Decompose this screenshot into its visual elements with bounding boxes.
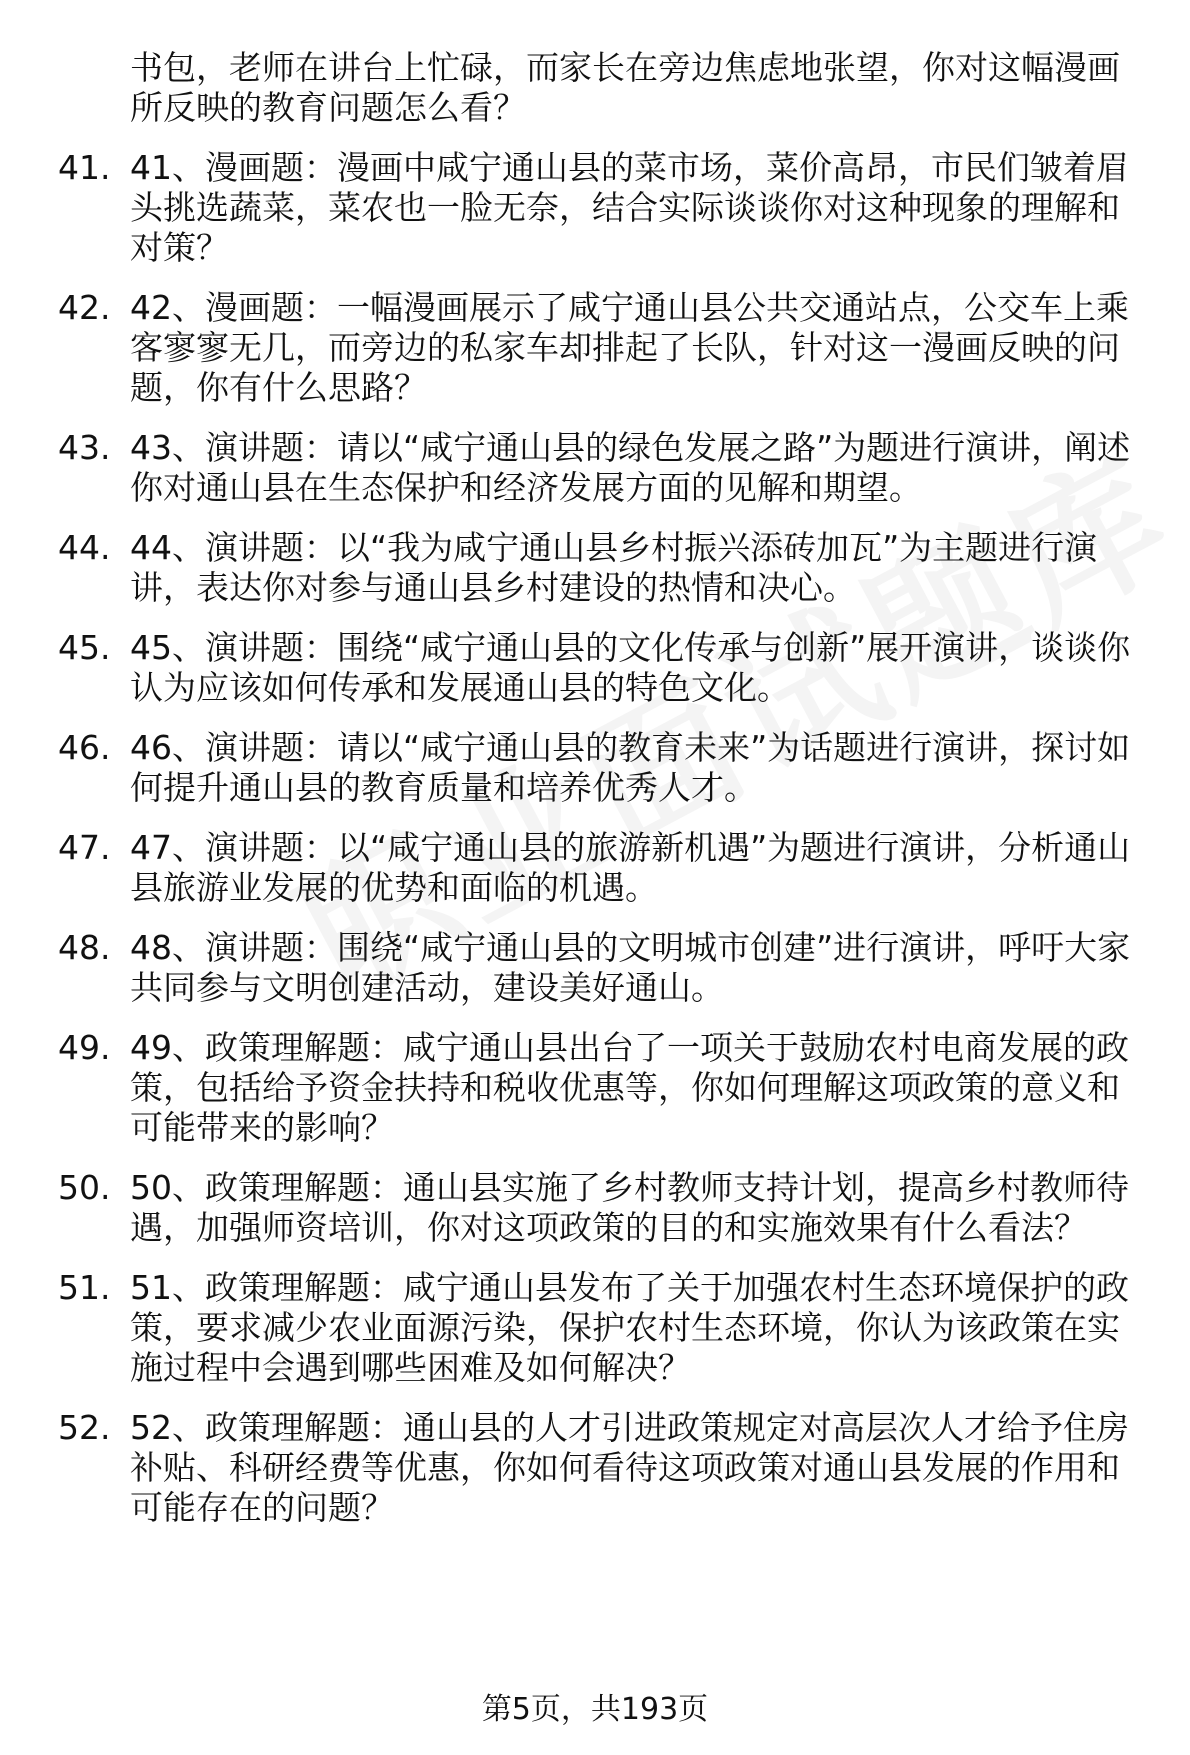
question-item-52 — [58, 1408, 1138, 1528]
question-number: 46. — [58, 728, 111, 767]
question-item-47 — [58, 828, 1138, 908]
question-text: 49、政策理解题：咸宁通山县出台了一项关于鼓励农村电商发展的政策，包括给予资金扶持和税收优惠等，你如何理解这项政策的意义和可能带来的影响？ — [130, 1028, 1129, 1147]
question-number: 41. — [58, 148, 111, 187]
question-item-44 — [58, 528, 1138, 608]
question-text: 42、漫画题：一幅漫画展示了咸宁通山县公共交通站点，公交车上乘客寥寥无几，而旁边的私家车却排起了长队，针对这一漫画反映的问题，你有什么思路？ — [130, 288, 1129, 407]
question-number: 51. — [58, 1268, 111, 1307]
question-text: 43、演讲题：请以“咸宁通山县的绿色发展之路”为题进行演讲，阐述你对通山县在生态保护和经济发展方面的见解和期望。 — [130, 428, 1131, 507]
question-item-50 — [58, 1168, 1138, 1248]
question-item-45 — [58, 628, 1138, 708]
continuation-text: 书包，老师在讲台上忙碌，而家长在旁边焦虑地张望，你对这幅漫画所反映的教育问题怎么看？ — [130, 48, 1120, 127]
question-number: 49. — [58, 1028, 111, 1067]
question-item-51 — [58, 1268, 1138, 1388]
question-text: 44、演讲题：以“我为咸宁通山县乡村振兴添砖加瓦”为主题进行演讲，表达你对参与通山县乡村建设的热情和决心。 — [130, 528, 1098, 607]
question-number: 50. — [58, 1168, 111, 1207]
question-number: 44. — [58, 528, 111, 567]
page-number-label: 第5页，共193页 — [481, 1692, 709, 1727]
question-number: 52. — [58, 1408, 111, 1447]
question-text: 51、政策理解题：咸宁通山县发布了关于加强农村生态环境保护的政策，要求减少农业面源污染，保护农村生态环境，你认为该政策在实施过程中会遇到哪些困难及如何解决？ — [130, 1268, 1129, 1387]
page-footer — [0, 1692, 1190, 1728]
question-item-41 — [58, 148, 1138, 268]
question-text: 46、演讲题：请以“咸宁通山县的教育未来”为话题进行演讲，探讨如何提升通山县的教育质量和培养优秀人才。 — [130, 728, 1131, 807]
question-item-48 — [58, 928, 1138, 1008]
question-number: 48. — [58, 928, 111, 967]
question-item-49 — [58, 1028, 1138, 1148]
page-content — [58, 48, 1138, 1548]
question-number: 45. — [58, 628, 111, 667]
question-item-42 — [58, 288, 1138, 408]
question-text: 48、演讲题：围绕“咸宁通山县的文明城市创建”进行演讲，呼吁大家共同参与文明创建活动，建设美好通山。 — [130, 928, 1131, 1007]
question-item-43 — [58, 428, 1138, 508]
question-text: 41、漫画题：漫画中咸宁通山县的菜市场，菜价高昂，市民们皱着眉头挑选蔬菜，菜农也一脸无奈，结合实际谈谈你对这种现象的理解和对策？ — [130, 148, 1129, 267]
question-number: 43. — [58, 428, 111, 467]
question-text: 50、政策理解题：通山县实施了乡村教师支持计划，提高乡村教师待遇，加强师资培训，你对这项政策的目的和实施效果有什么看法？ — [130, 1168, 1129, 1247]
question-item-46 — [58, 728, 1138, 808]
question-text: 52、政策理解题：通山县的人才引进政策规定对高层次人才给予住房补贴、科研经费等优惠，你如何看待这项政策对通山县发展的作用和可能存在的问题？ — [130, 1408, 1129, 1527]
question-text: 45、演讲题：围绕“咸宁通山县的文化传承与创新”展开演讲，谈谈你认为应该如何传承和发展通山县的特色文化。 — [130, 628, 1131, 707]
question-text: 47、演讲题：以“咸宁通山县的旅游新机遇”为题进行演讲，分析通山县旅游业发展的优势和面临的机遇。 — [130, 828, 1131, 907]
question-number: 47. — [58, 828, 111, 867]
question-list — [58, 148, 1138, 1528]
question-number: 42. — [58, 288, 111, 327]
